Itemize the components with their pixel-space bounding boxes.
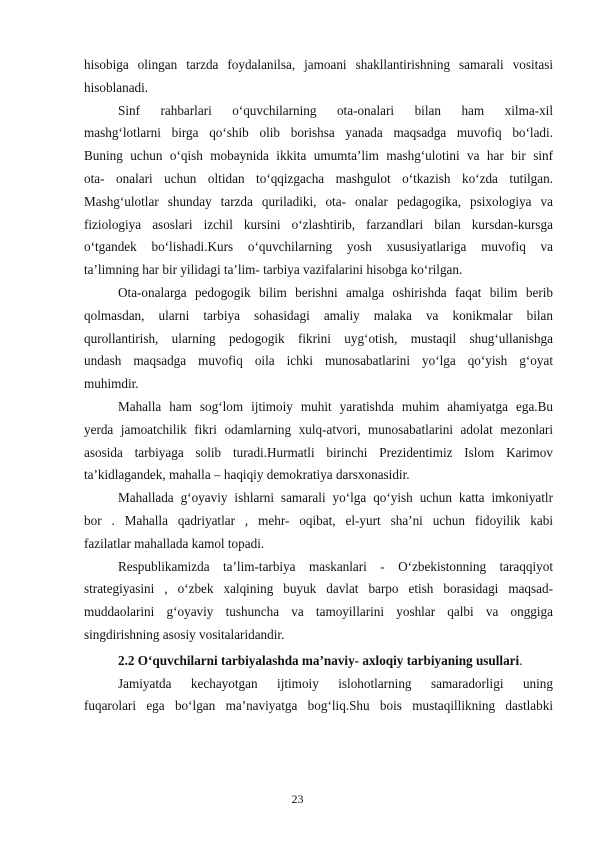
text-line: muhimdir. [84, 376, 139, 392]
paragraph-first-line: Mahalla ham sog‘lom ijtimoiy muhit yaratishda muhim ahamiyatga ega.Bu [118, 398, 553, 414]
text-line: fazilatlar mahallada kamol topadi. [84, 535, 265, 551]
text-line: ota- onalari uchun oltidan to‘qqizgacha mashgulot o‘tkazish ko‘zda tutilgan. [84, 170, 553, 186]
text-line: Buning uchun o‘qish mobaynida ikkita umumta’lim mashg‘ulotini va har bir sinf [84, 148, 553, 164]
text-line: o‘tgandek bo‘lishadi.Kurs o‘quvchilarning yosh xususiyatlariga muvofiq va [84, 239, 553, 255]
text-line: mashg‘lotlarni birga qo‘shib olib borishsa yanada maqsadga muvofiq bo‘ladi. [84, 125, 553, 141]
text-line: strategiyasini , o‘zbek xalqining buyuk davlat barpo etish borasidagi maqsad- [84, 581, 553, 597]
text-line: muddaolarini g‘oyaviy tushuncha va tamoyillarini yoshlar qalbi va onggiga [84, 604, 553, 620]
page-number: 23 [291, 792, 304, 806]
paragraph-first-line: Mahallada g‘oyaviy ishlarni samarali yo‘lga qo‘yish uchun katta imkoniyatlr [118, 490, 553, 506]
text-line: fiziologiya asoslari izchil kursini o‘zlashtirib, farzandlari bilan kursdan-kursga [84, 216, 553, 232]
section-heading-period: . [519, 652, 523, 668]
text-line: qurollantirish, ularning pedogogik fikrini uyg‘otish, mustaqil shug‘ullanishga [84, 330, 553, 346]
body-text [84, 54, 553, 718]
paragraph-first-line: Sinf rahbarlari o‘quvchilarning ota-onalari bilan ham xilma-xil [118, 102, 553, 118]
text-line: Mashg‘ulotlar shunday tarzda quriladiki, ota- onalar pedagogika, psixologiya va [84, 193, 553, 209]
text-line: hisobiga olingan tarzda foydalanilsa, jamoani shakllantirishning samarali vositasi [84, 57, 553, 72]
paragraph-first-line: Respublikamizda ta’lim-tarbiya maskanlari - O‘zbekistonning taraqqiyot [118, 558, 553, 574]
text-line: undash maqsadga muvofiq oila ichki munosabatlarini yo‘lga qo‘yish g‘oyat [84, 353, 553, 369]
section-heading-title: 2.2 O‘quvchilarni tarbiyalashda ma’naviy- axloqiy tarbiyaning usullari [118, 652, 520, 668]
text-line: bor . Mahalla qadriyatlar , mehr- oqibat, el-yurt sha’ni uchun fidoyilik kabi [84, 512, 553, 528]
text-line: fuqarolari ega bo‘lgan ma’naviyatga bog‘liq.Shu bois mustaqillikning dastlabki [84, 698, 553, 714]
text-line: yerda jamoatchilik fikri odamlarning xulq-atvori, munosabatlarini adolat mezonlari [84, 421, 553, 437]
text-line: asosida tarbiyaga solib turadi.Hurmatli birinchi Prezidentimiz Islom Karimov [84, 444, 553, 460]
text-line: ta’limning har bir yilidagi ta’lim- tarbiya vazifalarini hisobga ko‘rilgan. [84, 262, 463, 278]
text-line: qolmasdan, ularni tarbiya sohasidagi amaliy malaka va konikmalar bilan [84, 307, 553, 323]
paragraph-first-line: Jamiyatda kechayotgan ijtimoiy islohotlarning samaradorligi uning [118, 675, 553, 691]
text-line: singdirishning asosiy vositalaridandir. [84, 626, 285, 642]
paragraph-first-line: Ota-onalarga pedogogik bilim berishni amalga oshirishda faqat bilim berib [118, 284, 553, 300]
text-line: ta’kidlagandek, mahalla – haqiqiy demokratiya darsxonasidir. [84, 467, 410, 483]
text-line: hisoblanadi. [84, 79, 149, 95]
section-heading [84, 650, 553, 673]
